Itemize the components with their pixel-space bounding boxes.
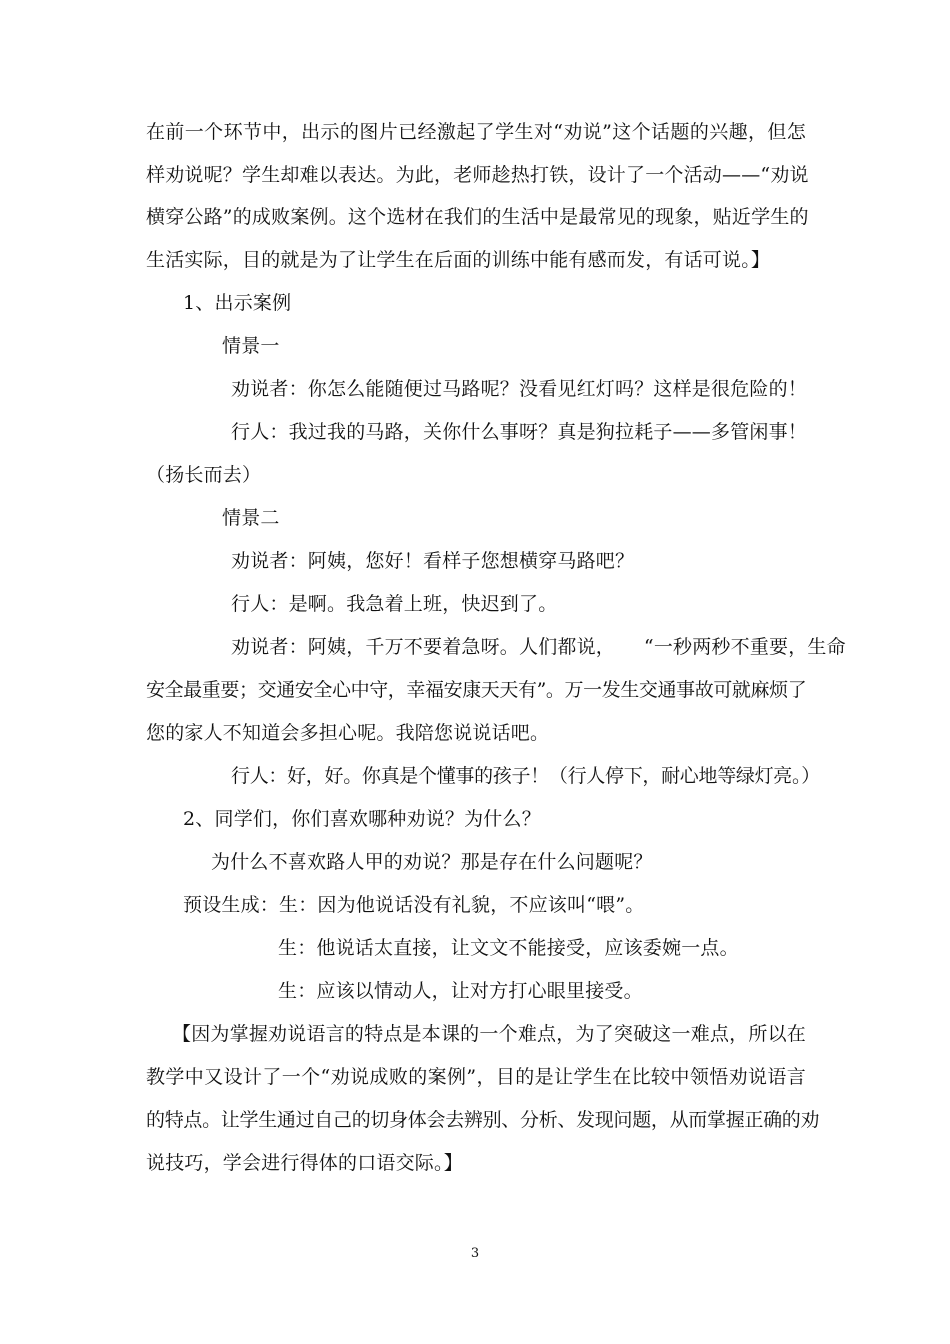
dialogue-line: 劝说者：你怎么能随便过马路呢？没看见红灯吗？这样是很危险的！: [231, 378, 808, 400]
answer-line: 生：应该以情动人，让对方打心眼里接受。: [278, 980, 643, 1002]
text-line: 横穿公路”的成败案例。这个选材在我们的生活中是最常见的现象，贴近学生的: [146, 206, 809, 228]
dialogue-line: 行人：是啊。我急着上班，快迟到了。: [231, 593, 558, 615]
scene-heading: 情景二: [222, 507, 280, 529]
scene-heading: 情景一: [222, 335, 280, 357]
dialogue-line: 行人：好，好。你真是个懂事的孩子！（行人停下，耐心地等绿灯亮。）: [231, 765, 820, 787]
dialogue-line: （扬长而去）: [146, 464, 262, 486]
answer-line: 生：他说话太直接，让文文不能接受，应该委婉一点。: [278, 937, 739, 959]
dialogue-line: 劝说者：阿姨，千万不要着急呀。人们都说， “一秒两秒不重要，生命: [231, 636, 846, 658]
section-heading: 1、出示案例: [183, 292, 292, 314]
dialogue-line: 您的家人不知道会多担心呢。我陪您说说话吧。: [146, 722, 550, 744]
answer-line: 预设生成：生：因为他说话没有礼貌，不应该叫“喂”。: [183, 894, 645, 916]
dialogue-line: 安全最重要；交通安全心中守，幸福安康天天有”。万一发生交通事故可就麻烦了: [146, 679, 807, 701]
dialogue-line: 劝说者：阿姨，您好！看样子您想横穿马路吧？: [231, 550, 635, 572]
text-line: 【因为掌握劝说语言的特点是本课的一个难点，为了突破这一难点，所以在: [172, 1023, 806, 1045]
question-line: 为什么不喜欢路人甲的劝说？那是存在什么问题呢？: [211, 851, 653, 873]
page-number: 3: [470, 1246, 480, 1261]
question-line: 2、同学们，你们喜欢哪种劝说？为什么？: [183, 808, 541, 830]
dialogue-line: 行人：我过我的马路，关你什么事呀？真是狗拉耗子——多管闲事！: [231, 421, 808, 443]
text-line: 教学中又设计了一个“劝说成败的案例”，目的是让学生在比较中领悟劝说语言: [146, 1066, 806, 1088]
text-line: 的特点。让学生通过自己的切身体会去辨别、分析、发现问题，从而掌握正确的劝: [146, 1109, 820, 1131]
text-line: 说技巧，学会进行得体的口语交际。】: [146, 1152, 463, 1174]
text-line: 样劝说呢？学生却难以表达。为此，老师趁热打铁，设计了一个活动——“劝说: [146, 164, 809, 186]
text-line: 在前一个环节中，出示的图片已经激起了学生对“劝说”这个话题的兴趣，但怎: [146, 121, 806, 143]
text-line: 生活实际，目的就是为了让学生在后面的训练中能有感而发，有话可说。】: [146, 249, 771, 271]
